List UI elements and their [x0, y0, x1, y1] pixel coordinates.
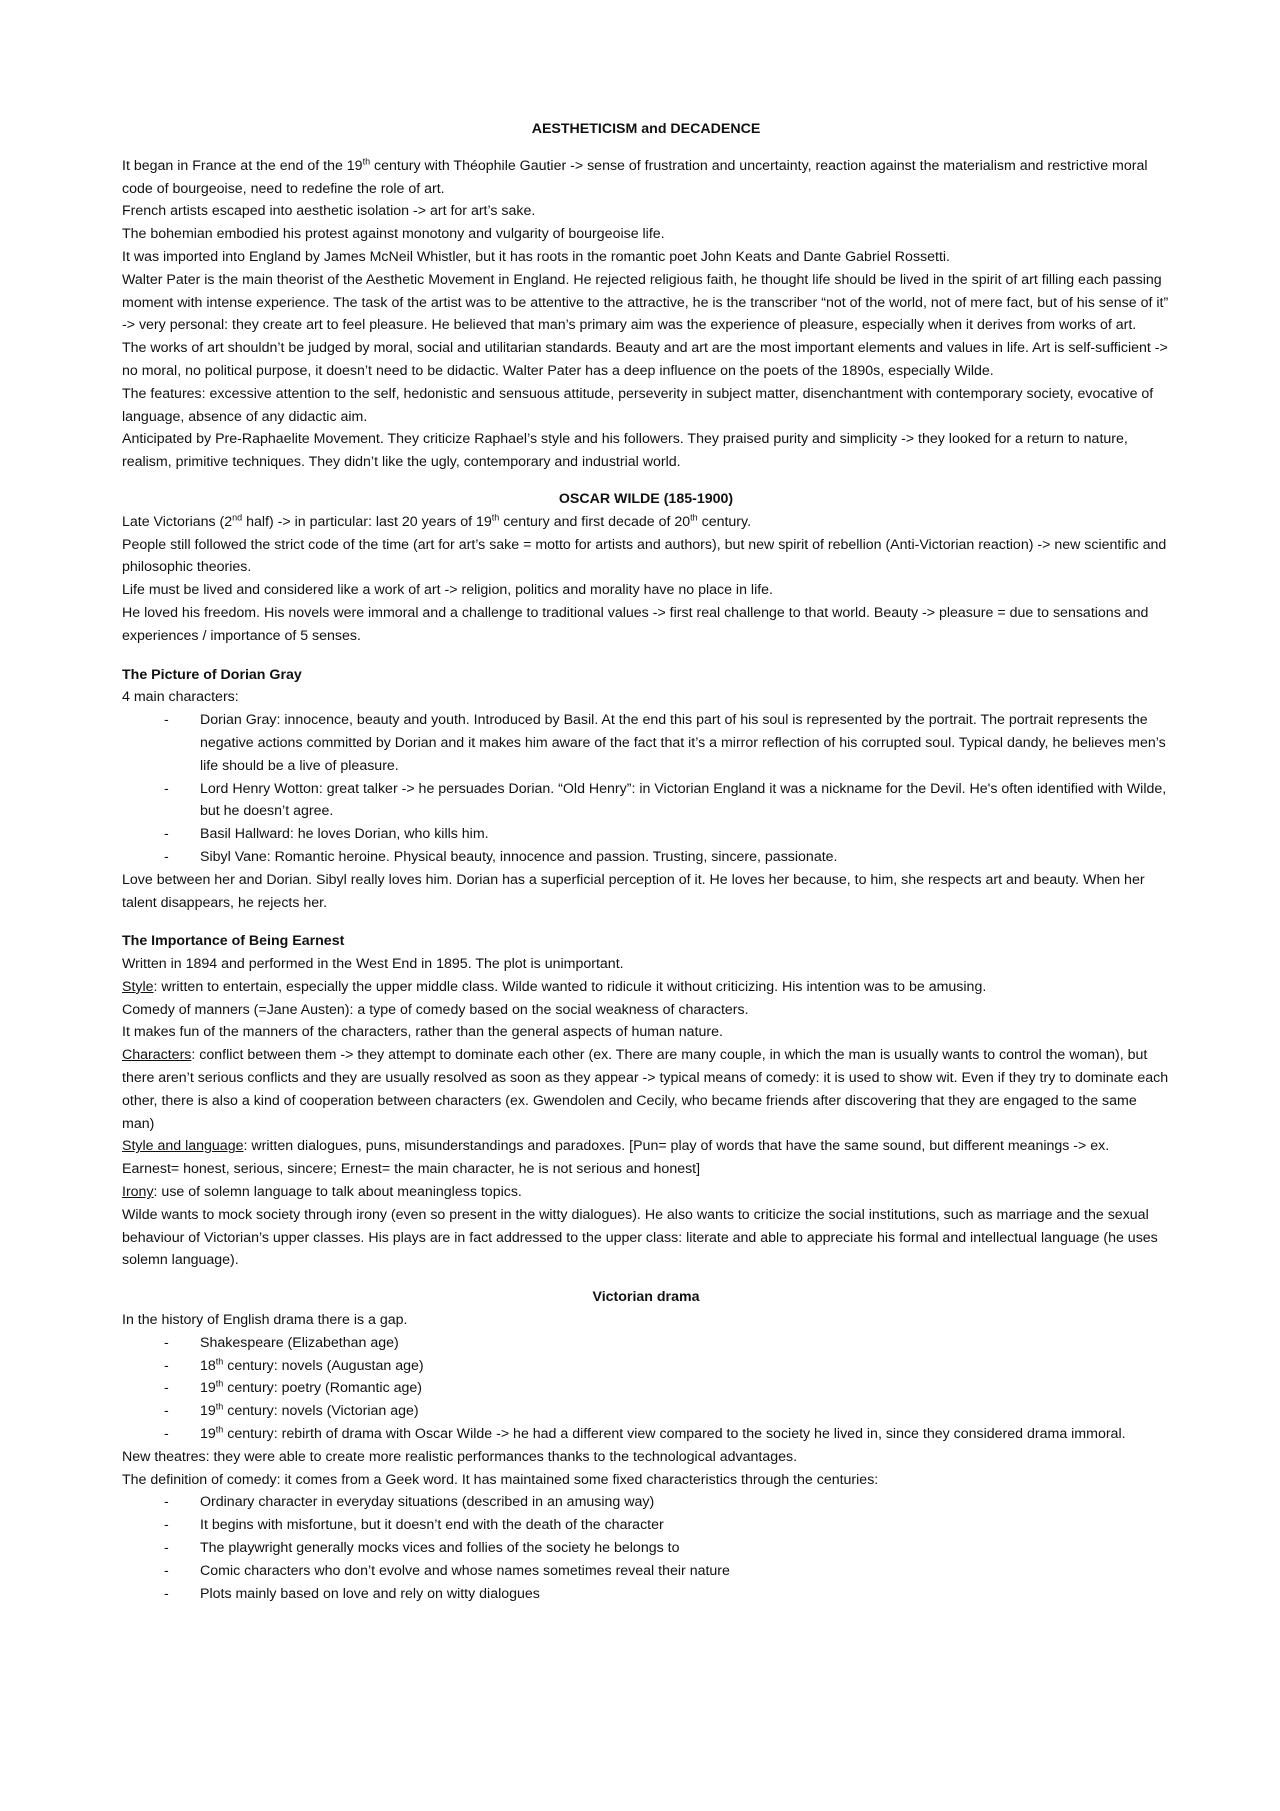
- sup: th: [215, 1355, 224, 1366]
- paragraph: Life must be lived and considered like a work of art -> religion, politics and morality have no place in life.: [122, 582, 773, 599]
- drama-lead: In the history of English drama there is a gap.: [122, 1312, 408, 1329]
- list-item: [122, 1355, 1170, 1378]
- irony-paragraph: [122, 1181, 1170, 1204]
- sup: th: [491, 512, 500, 523]
- paragraph: It was imported into England by James McNeil Whistler, but it has roots in the romantic poet John Keats and Dante Gabriel Rossetti.: [122, 248, 951, 265]
- paragraph: The bohemian embodied his protest against monotony and vulgarity of bourgeoise life.: [122, 226, 665, 243]
- list-item: - The playwright generally mocks vices and follies of the society he belongs to: [122, 1537, 1170, 1560]
- paragraph: Wilde wants to mock society through irony (even so present in the witty dialogues). He also wants to criticize the social institutions, such as marriage and the sexual behaviour of Victorian’s upper classes. His plays are in fact addressed to the upper class: literate and able to appreciate his formal and intellectual language (he uses solemn language).: [122, 1206, 1158, 1269]
- paragraph: People still followed the strict code of the time (art for art’s sake = motto for artists and authors), but new spirit of rebellion (Anti-Victorian reaction) -> new scientific and philosophic theories.: [122, 536, 1167, 576]
- text-part: century: novels (Victorian age): [223, 1403, 419, 1420]
- language-paragraph: [122, 1135, 1170, 1181]
- style-text: : written to entertain, especially the upper middle class. Wilde wanted to ridicule it without criticizing. His intention was to be amusing.: [153, 978, 987, 995]
- paragraph: It makes fun of the manners of the characters, rather than the general aspects of human nature.: [122, 1024, 723, 1041]
- language-text: : written dialogues, puns, misunderstandings and paradoxes. [Pun= play of words that have the same sound, but different meanings -> ex. Earnest= honest, serious, sincere; Ernest= the main character, he is not serious and honest]: [122, 1138, 1110, 1178]
- text-part: century and first decade of 20: [499, 513, 691, 530]
- list-item: [122, 1400, 1170, 1423]
- list-item: - Lord Henry Wotton: great talker -> he persuades Dorian. “Old Henry”: in Victorian England it was a nickname for the Devil. He's often identified with Wilde, but he doesn’t agree.: [122, 778, 1170, 824]
- character-list: [122, 709, 1170, 869]
- paragraph: The features: excessive attention to the self, hedonistic and sensuous attitude, perseverity in subject matter, disenchantment with contemporary society, evocative of language, absence of any didactic aim.: [122, 385, 1154, 425]
- list-item: - Ordinary character in everyday situations (described in an amusing way): [122, 1491, 1170, 1514]
- characters-label: Characters: [122, 1047, 192, 1064]
- list-item: [122, 1423, 1170, 1446]
- list-item: - Basil Hallward: he loves Dorian, who kills him.: [122, 823, 1170, 846]
- list-item: - Sibyl Vane: Romantic heroine. Physical beauty, innocence and passion. Trusting, sincere, passionate.: [122, 846, 1170, 869]
- list-item: - Dorian Gray: innocence, beauty and youth. Introduced by Basil. At the end this part of his soul is represented by the portrait. The portrait represents the negative actions committed by Dorian and it makes him aware of the fact that it’s a mirror reflection of his corrupted soul. Typical dandy, he believes men’s life should be a live of pleasure.: [122, 709, 1170, 777]
- list-item: - Plots mainly based on love and rely on witty dialogues: [122, 1583, 1170, 1606]
- text-part: 18: [200, 1357, 216, 1374]
- sup: nd: [232, 512, 243, 523]
- dorian-closing: Love between her and Dorian. Sibyl really loves him. Dorian has a superficial perception of it. He loves her because, to him, she respects art and beauty. When her talent disappears, he rejects her.: [122, 871, 1145, 911]
- sup: th: [215, 1401, 224, 1412]
- text-part: half) -> in particular: last 20 years of 19: [242, 513, 492, 530]
- irony-label: Irony: [122, 1184, 154, 1201]
- paragraph: The works of art shouldn’t be judged by moral, social and utilitarian standards. Beauty and art are the most important elements and values in life. Art is self-sufficient -> no moral, no political purpose, it doesn’t need to be didactic. Walter Pater has a deep influence on the poets of the 1890s, especially Wilde.: [122, 340, 1168, 379]
- language-label: Style and language: [122, 1138, 244, 1155]
- drama-history-list: [122, 1332, 1170, 1446]
- section-title-dorian: The Picture of Dorian Gray: [122, 666, 302, 683]
- paragraph: Walter Pater is the main theorist of the Aesthetic Movement in England. He rejected religious faith, he thought life should be lived in the spirit of art filling each passing moment with intense experience. The task of the artist was to be attentive to the attractive, he is the transcriber “not of the world, not of mere fact, but of his sense of it” -> very personal: they create art to feel pleasure. He believed that man’s primary aim was the experience of pleasure, especially when it derives from works of art.: [122, 271, 1169, 334]
- text-part: 19: [200, 1380, 216, 1397]
- intro-sup: th: [362, 156, 371, 167]
- text-part: Late Victorians (2: [122, 513, 233, 530]
- text-part: 19: [200, 1426, 216, 1443]
- sup: th: [690, 512, 698, 523]
- paragraph: French artists escaped into aesthetic isolation -> art for art’s sake.: [122, 203, 536, 220]
- list-item: - Comic characters who don’t evolve and whose names sometimes reveal their nature: [122, 1560, 1170, 1583]
- aestheticism-intro: [122, 155, 1170, 201]
- section-title-drama: Victorian drama: [592, 1289, 700, 1306]
- text-part: century.: [697, 513, 752, 530]
- style-label: Style: [122, 978, 154, 995]
- characters-paragraph: [122, 1044, 1170, 1135]
- text-part: century: novels (Augustan age): [223, 1357, 424, 1374]
- comedy-traits-list: [122, 1491, 1170, 1605]
- list-item: - Shakespeare (Elizabethan age): [122, 1332, 1170, 1355]
- text-part: 19: [200, 1403, 216, 1420]
- text-part: century: poetry (Romantic age): [223, 1380, 423, 1397]
- irony-text: : use of solemn language to talk about meaningless topics.: [153, 1184, 522, 1201]
- sup: th: [215, 1424, 224, 1435]
- paragraph: He loved his freedom. His novels were immoral and a challenge to traditional values -> first real challenge to that world. Beauty -> pleasure = due to sensations and experiences / importance of 5 senses.: [122, 604, 1149, 644]
- dorian-lead: 4 main characters:: [122, 689, 239, 706]
- paragraph: The definition of comedy: it comes from a Geek word. It has maintained some fixed characteristics through the centuries:: [122, 1471, 879, 1488]
- intro-text-b: century with Théophile Gautier -> sense of frustration and uncertainty, reaction against the materialism and restrictive moral code of bourgeoise, need to redefine the role of art.: [122, 157, 1148, 197]
- paragraph: Comedy of manners (=Jane Austen): a type of comedy based on the social weakness of characters.: [122, 1001, 749, 1018]
- section-title-earnest: The Importance of Being Earnest: [122, 933, 345, 950]
- characters-text: : conflict between them -> they attempt to dominate each other (ex. There are many couple, in which the man is usually wants to control the woman), but there aren’t serious conflicts and they are usually resolved as soon as they appear -> typical means of comedy: it is used to show wit. Even if they try to dominate each other, there is also a kind of cooperation between characters (ex. Gwendolen and Cecily, who became friends after discovering that they are engaged to the same man): [122, 1047, 1169, 1132]
- paragraph: Anticipated by Pre-Raphaelite Movement. They criticize Raphael’s style and his followers. They praised purity and simplicity -> they looked for a return to nature, realism, primitive techniques. They didn’t like the ugly, contemporary and industrial world.: [122, 431, 1128, 471]
- list-item: [122, 1377, 1170, 1400]
- paragraph: New theatres: they were able to create more realistic performances thanks to the technological advantages.: [122, 1448, 798, 1465]
- late-victorians-line: [122, 511, 1170, 534]
- document-page: [122, 118, 1170, 1605]
- sup: th: [215, 1378, 224, 1389]
- paragraph: Written in 1894 and performed in the West End in 1895. The plot is unimportant.: [122, 956, 624, 973]
- style-paragraph: [122, 976, 1170, 999]
- text-part: century: rebirth of drama with Oscar Wilde -> he had a different view compared to the society he lived in, since they considered drama immoral.: [223, 1426, 1126, 1443]
- section-title-wilde: OSCAR WILDE (185-1900): [558, 490, 734, 507]
- list-item: - It begins with misfortune, but it doesn’t end with the death of the character: [122, 1514, 1170, 1537]
- section-title-aestheticism: AESTHETICISM and DECADENCE: [531, 121, 761, 137]
- intro-text-a: It began in France at the end of the 19: [122, 157, 363, 174]
